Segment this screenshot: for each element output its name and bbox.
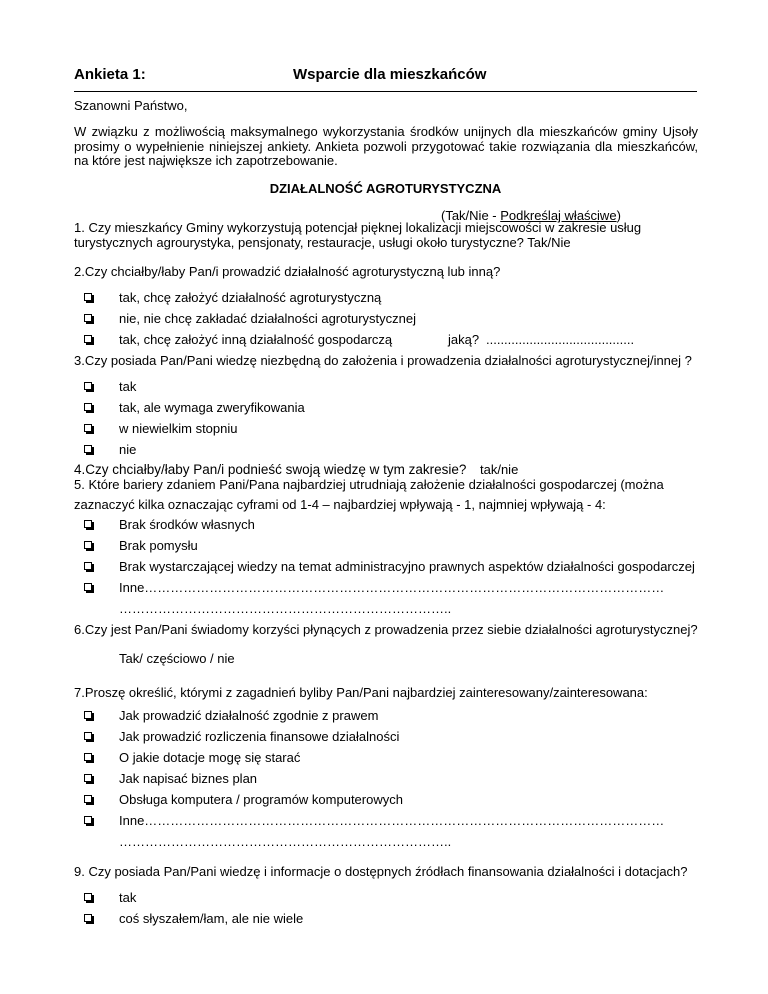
q2-option-1-label: tak, chcę założyć działalność agroturystyczną — [119, 290, 382, 305]
q9-option-2-label: coś słyszałem/łam, ale nie wiele — [119, 911, 304, 926]
q7-option-2-checkbox[interactable] — [84, 732, 92, 740]
q7-option-4-label: Jak napisać biznes plan — [119, 771, 258, 786]
q5-option-2-checkbox[interactable] — [84, 541, 92, 549]
q7-option-5-checkbox[interactable] — [84, 795, 92, 803]
q5-option-1-label: Brak środków własnych — [119, 517, 255, 532]
question-4-answer: tak/nie — [480, 462, 519, 477]
question-9: 9. Czy posiada Pan/Pani wiedzę i informacje o dostępnych źródłach finansowania działalności i dotacjach? — [74, 864, 688, 879]
q5-other-continuation[interactable]: ………………………………………………………………….. — [119, 601, 452, 616]
q2-option-2-checkbox[interactable] — [84, 314, 92, 322]
question-2: 2.Czy chciałby/łaby Pan/i prowadzić działalność agroturystyczną lub inną? — [74, 264, 501, 279]
q7-option-4-checkbox[interactable] — [84, 774, 92, 782]
q7-other-continuation[interactable]: ………………………………………………………………….. — [119, 834, 452, 849]
question-7: 7.Proszę określić, którymi z zagadnień byliby Pan/Pani najbardziej zainteresowany/zainteresowana: — [74, 685, 648, 700]
q3-option-1-label: tak — [119, 379, 137, 394]
q9-option-2-checkbox[interactable] — [84, 914, 92, 922]
question-6: 6.Czy jest Pan/Pani świadomy korzyści płynących z prowadzenia przez siebie działalności agroturystycznej? — [74, 622, 698, 637]
survey-title: Wsparcie dla mieszkańców — [293, 66, 487, 83]
instruction-underlined: Podkreślaj właściwe — [500, 208, 617, 223]
q9-option-1-checkbox[interactable] — [84, 893, 92, 901]
q9-option-1-label: tak — [119, 890, 137, 905]
q7-option-1-label: Jak prowadzić działalność zgodnie z prawem — [119, 708, 379, 723]
q5-option-4-checkbox[interactable] — [84, 583, 92, 591]
q3-option-1-checkbox[interactable] — [84, 382, 92, 390]
q5-option-1-checkbox[interactable] — [84, 520, 92, 528]
greeting: Szanowni Państwo, — [74, 98, 188, 113]
q2-option-1-checkbox[interactable] — [84, 293, 92, 301]
q2-option-3-label: tak, chcę założyć inną działalność gospodarczą — [119, 332, 393, 347]
question-1: 1. Czy mieszkańcy Gminy wykorzystują potencjał pięknej lokalizacji miejscowości w zakresie usług turystycznych agrourystyka, pensjonaty, restauracje, usługi około turystyczne? Tak/Nie — [74, 220, 642, 250]
intro-paragraph: W związku z możliwością maksymalnego wykorzystania środków unijnych dla mieszkańców gminy Ujsoły prosimy o wypełnienie niniejszej ankiety. Ankieta pozwoli przygotować takie rozwiązania dla mieszkańców, na które jest największe ich zapotrzebowanie. — [74, 124, 698, 168]
q2-option-2-label: nie, nie chcę zakładać działalności agroturystycznej — [119, 311, 416, 326]
question-5-line-1: 5. Które bariery zdaniem Pani/Pana najbardziej utrudniają założenie działalności gospodarczej (można — [74, 477, 664, 492]
q3-option-4-label: nie — [119, 442, 137, 457]
question-4: 4.Czy chciałby/łaby Pan/i podnieść swoją wiedzę w tym zakresie? — [74, 462, 467, 477]
question-3: 3.Czy posiada Pan/Pani wiedzę niezbędną do założenia i prowadzenia działalności agroturystycznej/innej ? — [74, 353, 692, 368]
q7-option-1-checkbox[interactable] — [84, 711, 92, 719]
q7-option-2-label: Jak prowadzić rozliczenia finansowe działalności — [119, 729, 400, 744]
instruction-prefix: (Tak/Nie - — [441, 208, 501, 223]
q7-option-3-checkbox[interactable] — [84, 753, 92, 761]
section-title: DZIAŁALNOŚĆ AGROTURYSTYCZNA — [269, 181, 502, 196]
q7-option-5-label: Obsługa komputera / programów komputerowych — [119, 792, 403, 807]
survey-number: Ankieta 1: — [74, 66, 146, 83]
question-6-answer: Tak/ częściowo / nie — [119, 651, 235, 666]
q3-option-4-checkbox[interactable] — [84, 445, 92, 453]
q3-option-2-label: tak, ale wymaga zweryfikowania — [119, 400, 305, 415]
q5-option-3-label: Brak wystarczającej wiedzy na temat administracyjno prawnych aspektów działalności gospodarczej — [119, 559, 695, 574]
question-5-line-2: zaznaczyć kilka oznaczając cyframi od 1-4 – najbardziej wpływają - 1, najmniej wpływają - 4: — [74, 497, 606, 512]
q5-option-3-checkbox[interactable] — [84, 562, 92, 570]
q7-other-label[interactable]: Inne………………………………………………………………………………………………………… — [119, 813, 665, 828]
q2-which-label: jaką? — [448, 332, 480, 347]
instruction-suffix: ) — [616, 208, 621, 223]
q3-option-3-checkbox[interactable] — [84, 424, 92, 432]
q5-other-label[interactable]: Inne………………………………………………………………………………………………………… — [119, 580, 665, 595]
q5-option-2-label: Brak pomysłu — [119, 538, 198, 553]
q2-which-blank[interactable]: ......................................... — [486, 332, 635, 347]
q7-option-6-checkbox[interactable] — [84, 816, 92, 824]
header-divider — [74, 91, 697, 92]
q7-option-3-label: O jakie dotacje mogę się starać — [119, 750, 301, 765]
q3-option-2-checkbox[interactable] — [84, 403, 92, 411]
q3-option-3-label: w niewielkim stopniu — [119, 421, 238, 436]
q2-option-3-checkbox[interactable] — [84, 335, 92, 343]
